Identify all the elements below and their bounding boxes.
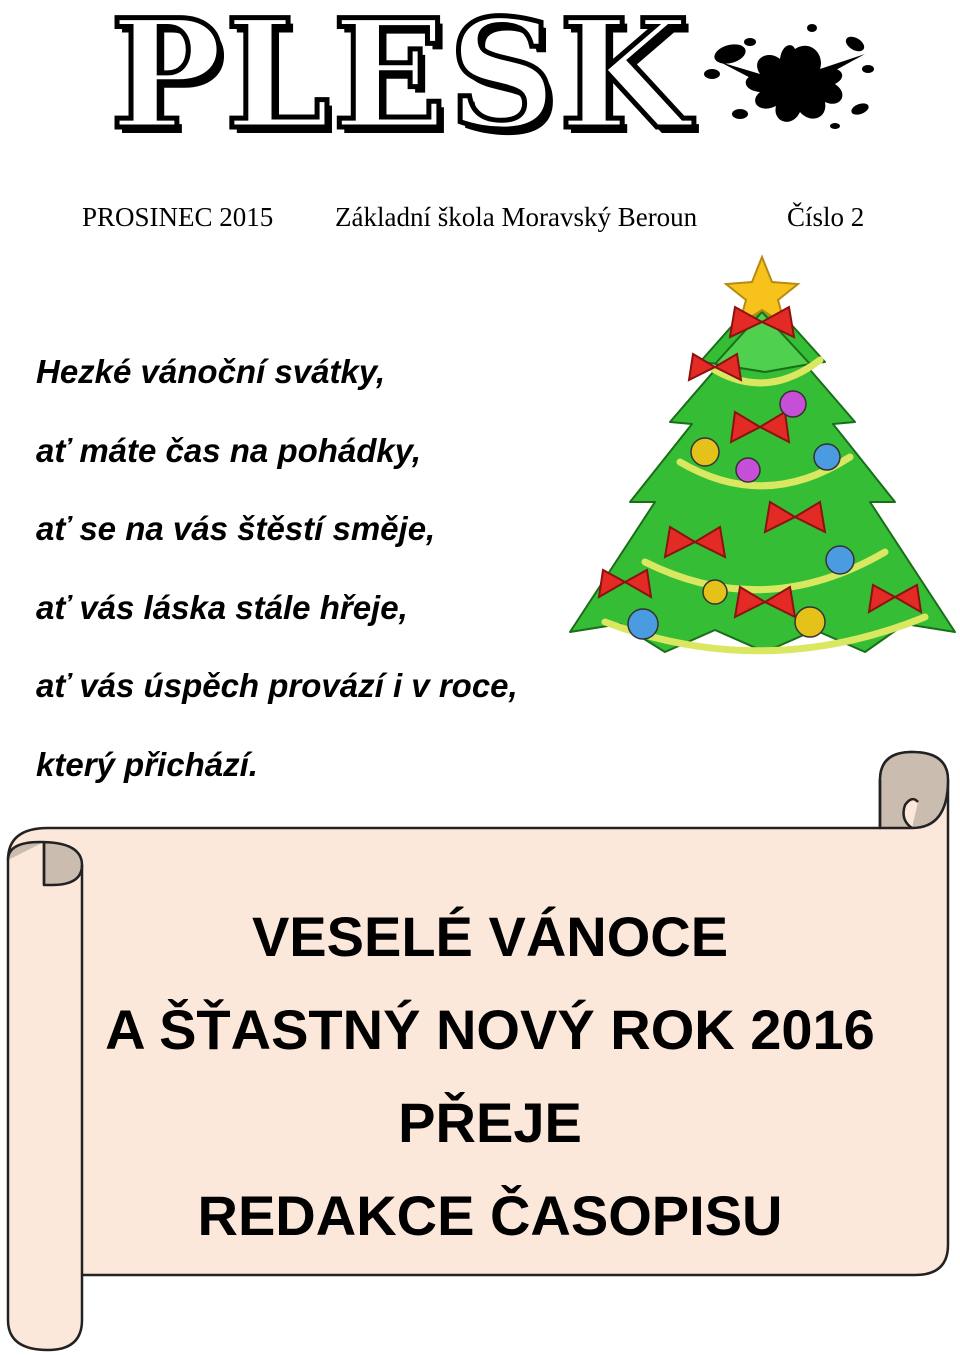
issue-info-line xyxy=(0,200,960,234)
poem-line: který přichází. xyxy=(36,745,258,783)
greeting-line: VESELÉ VÁNOCE xyxy=(251,905,729,968)
greeting-line: PŘEJE xyxy=(398,1091,582,1154)
poem-line: ať vás úspěch provází i v roce, xyxy=(36,667,518,704)
issue-date: PROSINEC 2015 xyxy=(82,202,274,232)
poem-line: ať vás láska stále hřeje, xyxy=(36,588,408,626)
christmas-tree-illustration xyxy=(565,252,960,672)
greeting-line: REDAKCE ČASOPISU xyxy=(197,1184,783,1247)
issue-number: Číslo 2 xyxy=(787,202,865,232)
ink-splat-logo xyxy=(700,14,880,134)
greeting-line: A ŠŤASTNÝ NOVÝ ROK 2016 xyxy=(105,998,875,1061)
greeting-text xyxy=(85,890,895,1262)
poem-line: ať máte čas na pohádky, xyxy=(36,431,422,469)
school-name: Základní škola Moravský Beroun xyxy=(335,202,698,232)
poem-line: Hezké vánoční svátky, xyxy=(36,353,386,390)
poem-line: ať se na vás štěstí směje, xyxy=(36,510,436,547)
masthead-title: PLESK xyxy=(110,0,692,163)
